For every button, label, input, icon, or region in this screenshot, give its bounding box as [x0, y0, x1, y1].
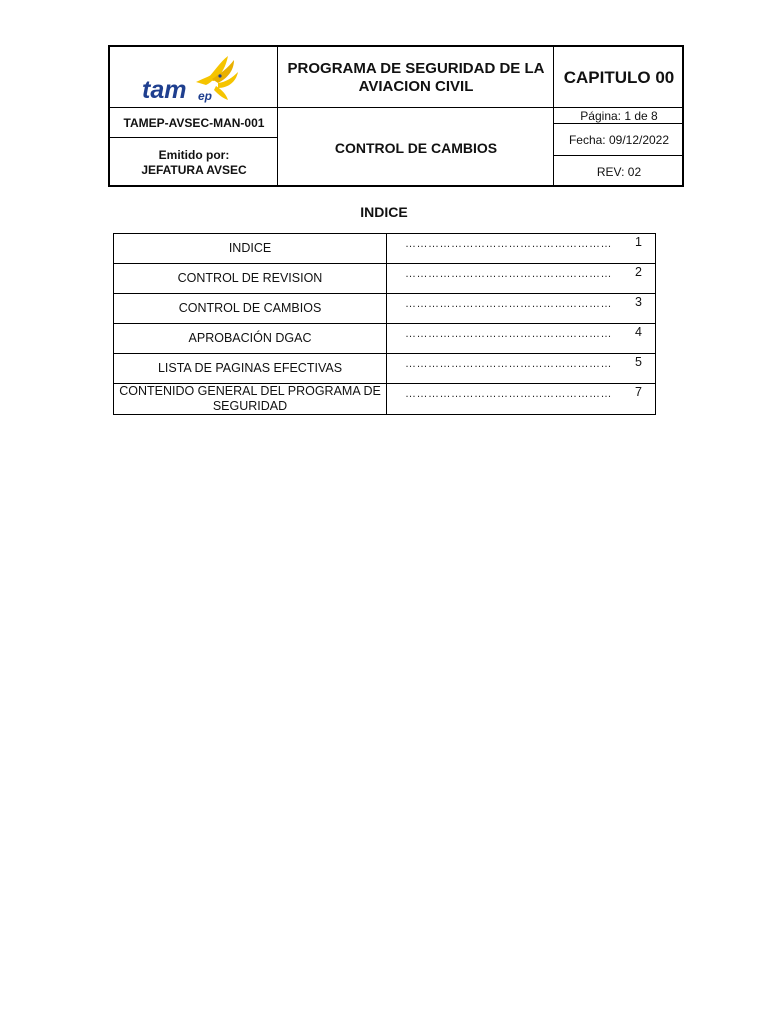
issued-by: Emitido por: JEFATURA AVSEC: [141, 147, 247, 177]
revision-number: REV: 02: [596, 164, 642, 179]
dot-leader: ………………………………………………: [405, 268, 612, 280]
dot-leader: ………………………………………………: [405, 328, 612, 340]
table-row: [114, 234, 656, 264]
index-entry-page: 7: [635, 385, 642, 399]
index-entry-label: CONTENIDO GENERAL DEL PROGRAMA DE SEGURIDAD: [114, 384, 387, 415]
dot-leader: ………………………………………………: [405, 358, 612, 370]
tam-bird-logo-icon: [134, 52, 254, 104]
index-entry-label: CONTROL DE REVISION: [114, 264, 387, 294]
svg-text:ep: ep: [198, 88, 213, 103]
index-entry-label: LISTA DE PAGINAS EFECTIVAS: [114, 354, 387, 384]
document-header: [108, 45, 684, 187]
dot-leader: ………………………………………………: [405, 238, 612, 250]
table-row: [114, 354, 656, 384]
table-row: [114, 384, 656, 415]
section-title: CONTROL DE CAMBIOS: [334, 139, 498, 156]
index-entry-label: APROBACIÓN DGAC: [114, 324, 387, 354]
dot-leader: ………………………………………………: [405, 388, 612, 400]
document-code: TAMEP-AVSEC-MAN-001: [123, 116, 265, 130]
dot-leader: ………………………………………………: [405, 298, 612, 310]
table-row: [114, 324, 656, 354]
index-table: [113, 233, 656, 415]
company-logo: [110, 47, 278, 108]
index-entry-page: 3: [635, 295, 642, 309]
document-date: Fecha: 09/12/2022: [568, 133, 670, 147]
index-heading: INDICE: [360, 204, 408, 220]
index-entry-page: 4: [635, 325, 642, 339]
page-number: Página: 1 de 8: [580, 109, 658, 123]
index-entry-page: 2: [635, 265, 642, 279]
index-entry-page: 5: [635, 355, 642, 369]
index-entry-label: INDICE: [114, 234, 387, 264]
program-title: PROGRAMA DE SEGURIDAD DE LA AVIACION CIVIL: [287, 59, 545, 95]
table-row: [114, 264, 656, 294]
chapter-label: CAPITULO 00: [563, 67, 675, 87]
table-row: [114, 294, 656, 324]
index-entry-page: 1: [635, 235, 642, 249]
svg-text:tam: tam: [142, 75, 187, 104]
index-entry-label: CONTROL DE CAMBIOS: [114, 294, 387, 324]
